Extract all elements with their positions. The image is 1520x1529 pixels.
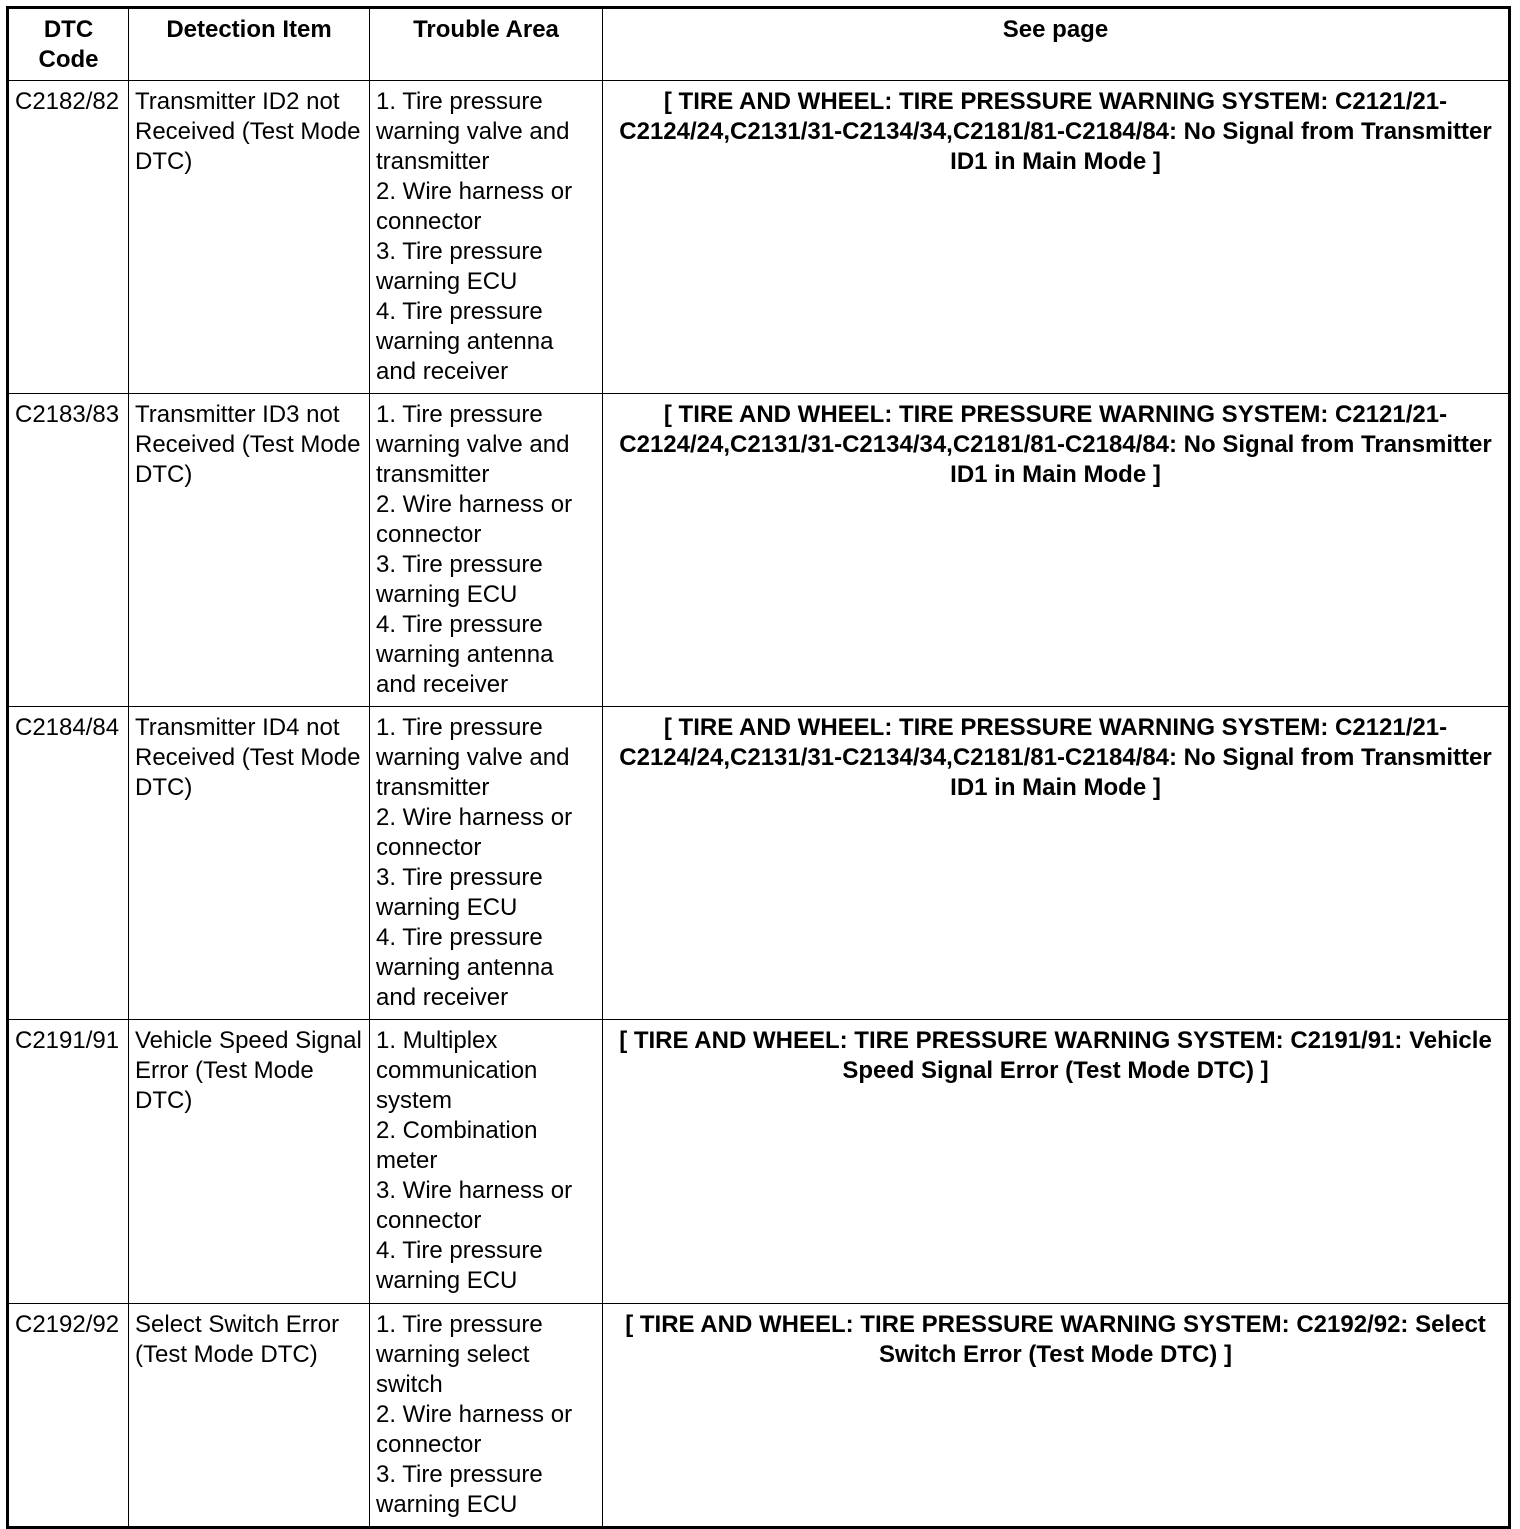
- dtc-code-cell: C2191/91: [8, 1020, 129, 1304]
- detection-item-cell: Transmitter ID3 not Received (Test Mode DTC): [129, 394, 370, 707]
- trouble-area-cell: [370, 394, 603, 707]
- dtc-table: [6, 6, 1511, 1529]
- trouble-area-item: 2. Wire harness or connector: [376, 178, 573, 235]
- trouble-area-item: 3. Tire pressure warning ECU: [376, 238, 543, 295]
- trouble-area-item: 1. Tire pressure warning select switch: [376, 1311, 543, 1398]
- see-page-cell: [ TIRE AND WHEEL: TIRE PRESSURE WARNING SYSTEM: C2191/91: Vehicle Speed Signal Error (Test Mode DTC) ]: [603, 1020, 1510, 1304]
- trouble-area-item: 2. Wire harness or connector: [376, 1401, 573, 1458]
- table-row: [8, 81, 1510, 394]
- detection-item-cell: Transmitter ID4 not Received (Test Mode DTC): [129, 707, 370, 1020]
- header-dtc-code: [8, 8, 129, 81]
- trouble-area-item: 4. Tire pressure warning antenna and receiver: [376, 298, 554, 385]
- see-page-cell: [ TIRE AND WHEEL: TIRE PRESSURE WARNING SYSTEM: C2121/21-C2124/24,C2131/31-C2134/34,C2181/81-C2184/84: No Signal from Transmitter ID1 in Main Mode ]: [603, 394, 1510, 707]
- trouble-area-cell: [370, 1304, 603, 1528]
- table-row: [8, 1304, 1510, 1528]
- trouble-area-item: 2. Wire harness or connector: [376, 804, 573, 861]
- header-dtc-code-line1: DTC: [43, 16, 94, 43]
- header-row: [8, 8, 1510, 81]
- trouble-area-item: 4. Tire pressure warning antenna and receiver: [376, 611, 554, 698]
- trouble-area-item: 1. Tire pressure warning valve and transmitter: [376, 88, 570, 175]
- trouble-area-item: 2. Wire harness or connector: [376, 491, 573, 548]
- trouble-area-cell: [370, 707, 603, 1020]
- trouble-area-item: 1. Tire pressure warning valve and transmitter: [376, 401, 570, 488]
- trouble-area-item: 4. Tire pressure warning ECU: [376, 1237, 543, 1294]
- header-trouble-area: Trouble Area: [370, 8, 603, 81]
- detection-item-cell: Vehicle Speed Signal Error (Test Mode DTC): [129, 1020, 370, 1304]
- table-row: [8, 1020, 1510, 1304]
- trouble-area-cell: [370, 1020, 603, 1304]
- see-page-cell: [ TIRE AND WHEEL: TIRE PRESSURE WARNING SYSTEM: C2121/21-C2124/24,C2131/31-C2134/34,C2181/81-C2184/84: No Signal from Transmitter ID1 in Main Mode ]: [603, 81, 1510, 394]
- trouble-area-item: 3. Tire pressure warning ECU: [376, 551, 543, 608]
- trouble-area-item: 3. Tire pressure warning ECU: [376, 864, 543, 921]
- trouble-area-item: 2. Combination meter: [376, 1117, 538, 1174]
- detection-item-cell: Transmitter ID2 not Received (Test Mode DTC): [129, 81, 370, 394]
- trouble-area-item: 3. Tire pressure warning ECU: [376, 1461, 543, 1518]
- trouble-area-item: 1. Tire pressure warning valve and transmitter: [376, 714, 570, 801]
- dtc-code-cell: C2182/82: [8, 81, 129, 394]
- trouble-area-cell: [370, 81, 603, 394]
- table-row: [8, 394, 1510, 707]
- header-detection-item: Detection Item: [129, 8, 370, 81]
- dtc-code-cell: C2192/92: [8, 1304, 129, 1528]
- table-row: [8, 707, 1510, 1020]
- see-page-cell: [ TIRE AND WHEEL: TIRE PRESSURE WARNING SYSTEM: C2192/92: Select Switch Error (Test Mode DTC) ]: [603, 1304, 1510, 1528]
- trouble-area-item: 3. Wire harness or connector: [376, 1177, 573, 1234]
- see-page-cell: [ TIRE AND WHEEL: TIRE PRESSURE WARNING SYSTEM: C2121/21-C2124/24,C2131/31-C2134/34,C2181/81-C2184/84: No Signal from Transmitter ID1 in Main Mode ]: [603, 707, 1510, 1020]
- trouble-area-item: 1. Multiplex communication system: [376, 1027, 538, 1114]
- trouble-area-item: 4. Tire pressure warning antenna and receiver: [376, 924, 554, 1011]
- header-dtc-code-line2: Code: [38, 46, 99, 73]
- detection-item-cell: Select Switch Error (Test Mode DTC): [129, 1304, 370, 1528]
- header-see-page: See page: [603, 8, 1510, 81]
- dtc-code-cell: C2184/84: [8, 707, 129, 1020]
- dtc-code-cell: C2183/83: [8, 394, 129, 707]
